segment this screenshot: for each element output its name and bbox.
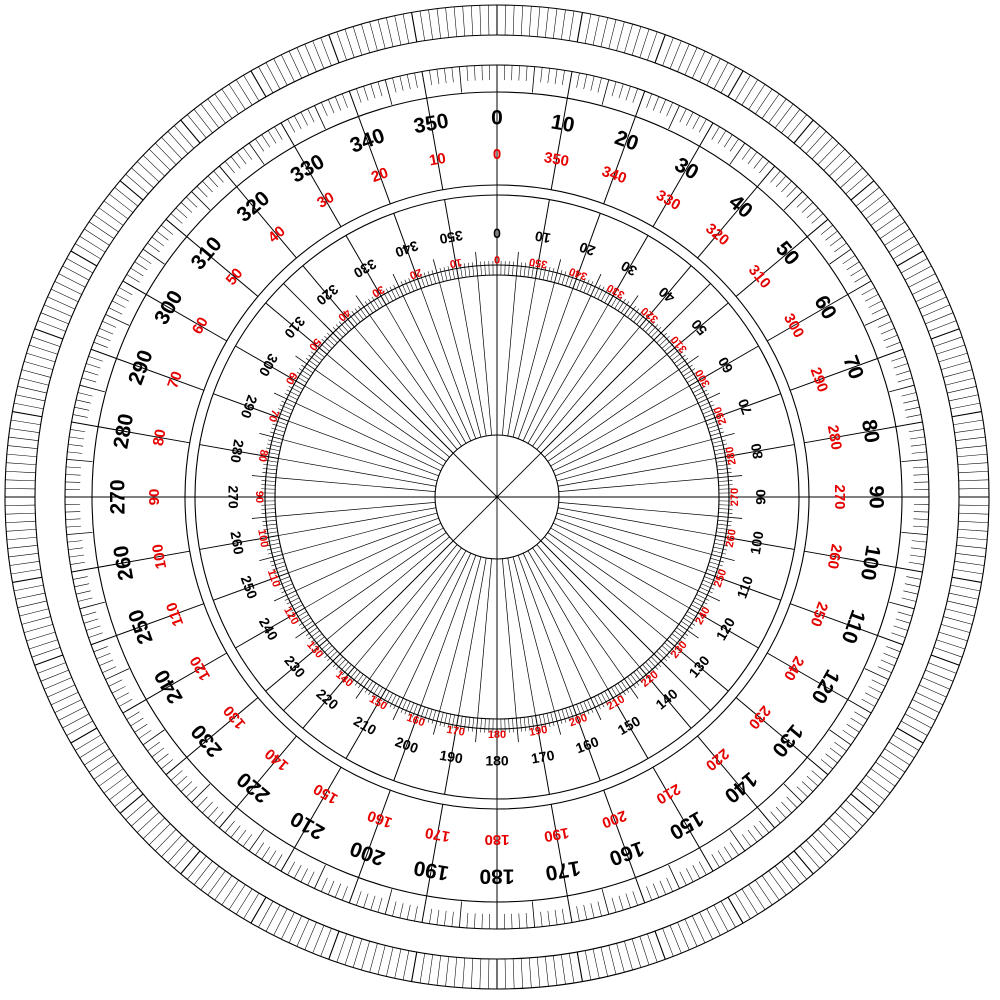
scale-label: 180 (487, 728, 507, 741)
scale-label: 290 (806, 365, 832, 395)
scale-label: 200 (346, 836, 388, 870)
scale-label: 200 (393, 733, 421, 757)
scale-label: 170 (543, 855, 583, 885)
scale-label: 250 (124, 606, 158, 648)
scale-label: 200 (599, 806, 629, 832)
scale-label: 260 (823, 542, 845, 571)
scale-label: 330 (351, 255, 380, 282)
scale-label: 310 (186, 232, 227, 275)
scale-label: 70 (265, 407, 282, 424)
scale-label: 60 (188, 314, 212, 338)
scale-label: 50 (222, 264, 247, 289)
scale-label: 70 (838, 352, 868, 383)
scale-label: 50 (306, 335, 324, 353)
scale-label: 260 (109, 543, 139, 583)
scale-label: 190 (542, 823, 571, 845)
scale-label: 110 (163, 599, 188, 629)
scale-label: 350 (411, 109, 451, 139)
scale-label: 150 (614, 712, 643, 739)
scale-label: 270 (831, 484, 849, 510)
scale-label: 120 (806, 665, 844, 708)
scale-label: 100 (855, 543, 885, 583)
scale-label: 80 (255, 448, 270, 463)
scale-label: 280 (227, 438, 248, 465)
scale-label: 90 (253, 490, 266, 504)
scale-label: 290 (124, 346, 158, 388)
scale-label: 140 (333, 668, 355, 690)
scale-label: 240 (150, 665, 188, 708)
scale-label: 120 (712, 614, 739, 643)
scale-label: 240 (780, 653, 808, 684)
scale-label: 200 (567, 711, 590, 730)
scale-label: 320 (232, 186, 275, 227)
scale-label: 210 (351, 712, 380, 739)
scale-label: 220 (639, 668, 661, 690)
scale-label: 90 (864, 485, 888, 509)
scale-label: 160 (404, 711, 427, 730)
scale-label: 150 (665, 806, 708, 844)
scale-label: 280 (723, 445, 739, 466)
scale-label: 340 (393, 237, 421, 261)
scale-label: 0 (493, 253, 501, 266)
scale-label: 330 (653, 186, 684, 214)
scale-label: 290 (237, 393, 261, 421)
scale-label: 20 (369, 164, 391, 186)
scale-label: 50 (687, 316, 711, 339)
scale-label: 330 (286, 150, 329, 188)
scale-label: 90 (752, 489, 769, 505)
scale-label: 300 (693, 367, 713, 389)
scale-label: 310 (281, 313, 309, 342)
scale-label: 110 (264, 567, 283, 589)
scale-label: 240 (255, 614, 282, 643)
scale-label: 140 (652, 685, 681, 713)
scale-label: 150 (310, 780, 341, 808)
scale-label: 60 (282, 369, 300, 387)
scale-label: 20 (611, 126, 642, 156)
scale-label: 60 (809, 291, 841, 324)
scale-label: 210 (286, 806, 329, 844)
scale-label: 70 (734, 396, 755, 417)
scale-label: 300 (150, 286, 188, 329)
scale-label: 350 (542, 149, 571, 171)
scale-label: 10 (427, 149, 448, 170)
scale-label: 260 (723, 528, 739, 549)
scale-label: 350 (528, 255, 549, 271)
scale-label: 230 (744, 702, 774, 733)
scale-label: 100 (149, 542, 171, 571)
scale-label: 10 (549, 110, 577, 138)
scale-label: 270 (728, 487, 741, 507)
scale-label: 70 (164, 369, 186, 391)
scale-label: 0 (492, 145, 502, 163)
scale-label: 320 (313, 281, 342, 309)
scale-label: 160 (606, 836, 648, 870)
scale-label: 30 (618, 257, 640, 280)
scale-label: 20 (577, 239, 598, 260)
scale-label: 0 (491, 106, 503, 130)
scale-label: 280 (109, 411, 139, 451)
scale-label: 240 (693, 605, 713, 627)
scale-label: 120 (281, 605, 301, 627)
scale-label: 160 (365, 806, 395, 832)
scale-label: 130 (304, 639, 326, 661)
scale-label: 250 (711, 567, 730, 590)
scale-label: 170 (445, 723, 466, 739)
scale-label: 20 (407, 265, 424, 282)
scale-label: 80 (149, 427, 170, 448)
scale-label: 270 (106, 479, 130, 515)
scale-label: 310 (744, 261, 774, 292)
scale-label: 110 (836, 606, 870, 647)
scale-label: 250 (237, 573, 261, 601)
scale-label: 50 (770, 237, 804, 270)
scale-label: 190 (411, 855, 451, 885)
scale-label: 320 (702, 220, 733, 250)
scale-label: 30 (369, 282, 387, 300)
scale-label: 220 (232, 767, 275, 808)
scale-label: 210 (653, 780, 684, 808)
scale-label: 280 (823, 423, 845, 452)
scale-label: 80 (747, 442, 766, 461)
scale-label: 30 (670, 153, 703, 185)
scale-label: 290 (711, 404, 730, 427)
scale-label: 340 (567, 264, 590, 283)
scale-label: 330 (605, 281, 627, 301)
scale-label: 250 (806, 599, 832, 629)
scale-label: 130 (220, 702, 250, 733)
scale-label: 40 (724, 190, 757, 224)
scale-label: 40 (335, 306, 353, 324)
scale-label: 30 (314, 188, 338, 212)
scale-label: 120 (186, 653, 214, 684)
scale-label: 0 (493, 225, 501, 242)
scale-label: 140 (719, 767, 762, 808)
scale-label: 220 (702, 744, 733, 774)
scale-label: 180 (484, 831, 510, 849)
scale-label: 320 (639, 304, 661, 326)
scale-label: 130 (685, 652, 713, 681)
scale-label: 310 (668, 333, 690, 355)
scale-label: 190 (528, 723, 549, 739)
scale-label: 300 (255, 351, 282, 380)
scale-label: 350 (438, 227, 465, 248)
scale-label: 10 (448, 255, 463, 270)
scale-label: 160 (573, 733, 601, 757)
scale-label: 180 (479, 864, 515, 888)
scale-label: 190 (438, 746, 465, 767)
scale-label: 230 (668, 639, 690, 661)
scale-label: 80 (856, 417, 884, 445)
scale-label: 170 (529, 746, 556, 767)
scale-label: 180 (485, 752, 509, 769)
scale-label: 10 (533, 228, 552, 247)
scale-label: 260 (227, 529, 248, 556)
scale-label: 60 (714, 354, 737, 376)
scale-label: 300 (780, 310, 808, 341)
scale-label: 140 (261, 744, 292, 774)
scale-label: 90 (145, 488, 163, 506)
scale-label: 100 (746, 529, 767, 556)
scale-label: 340 (346, 124, 388, 158)
scale-label: 230 (281, 652, 309, 681)
scale-label: 170 (423, 823, 452, 845)
scale-label: 230 (186, 719, 227, 762)
scale-label: 270 (225, 485, 242, 509)
scale-label: 130 (767, 719, 808, 762)
scale-label: 220 (313, 685, 342, 713)
scale-label: 40 (655, 283, 678, 307)
scale-label: 210 (605, 693, 627, 713)
scale-label: 110 (733, 573, 757, 601)
scale-label: 340 (599, 162, 629, 188)
scale-label: 100 (255, 528, 271, 549)
scale-label: 40 (264, 222, 289, 247)
scale-label: 150 (367, 693, 389, 713)
